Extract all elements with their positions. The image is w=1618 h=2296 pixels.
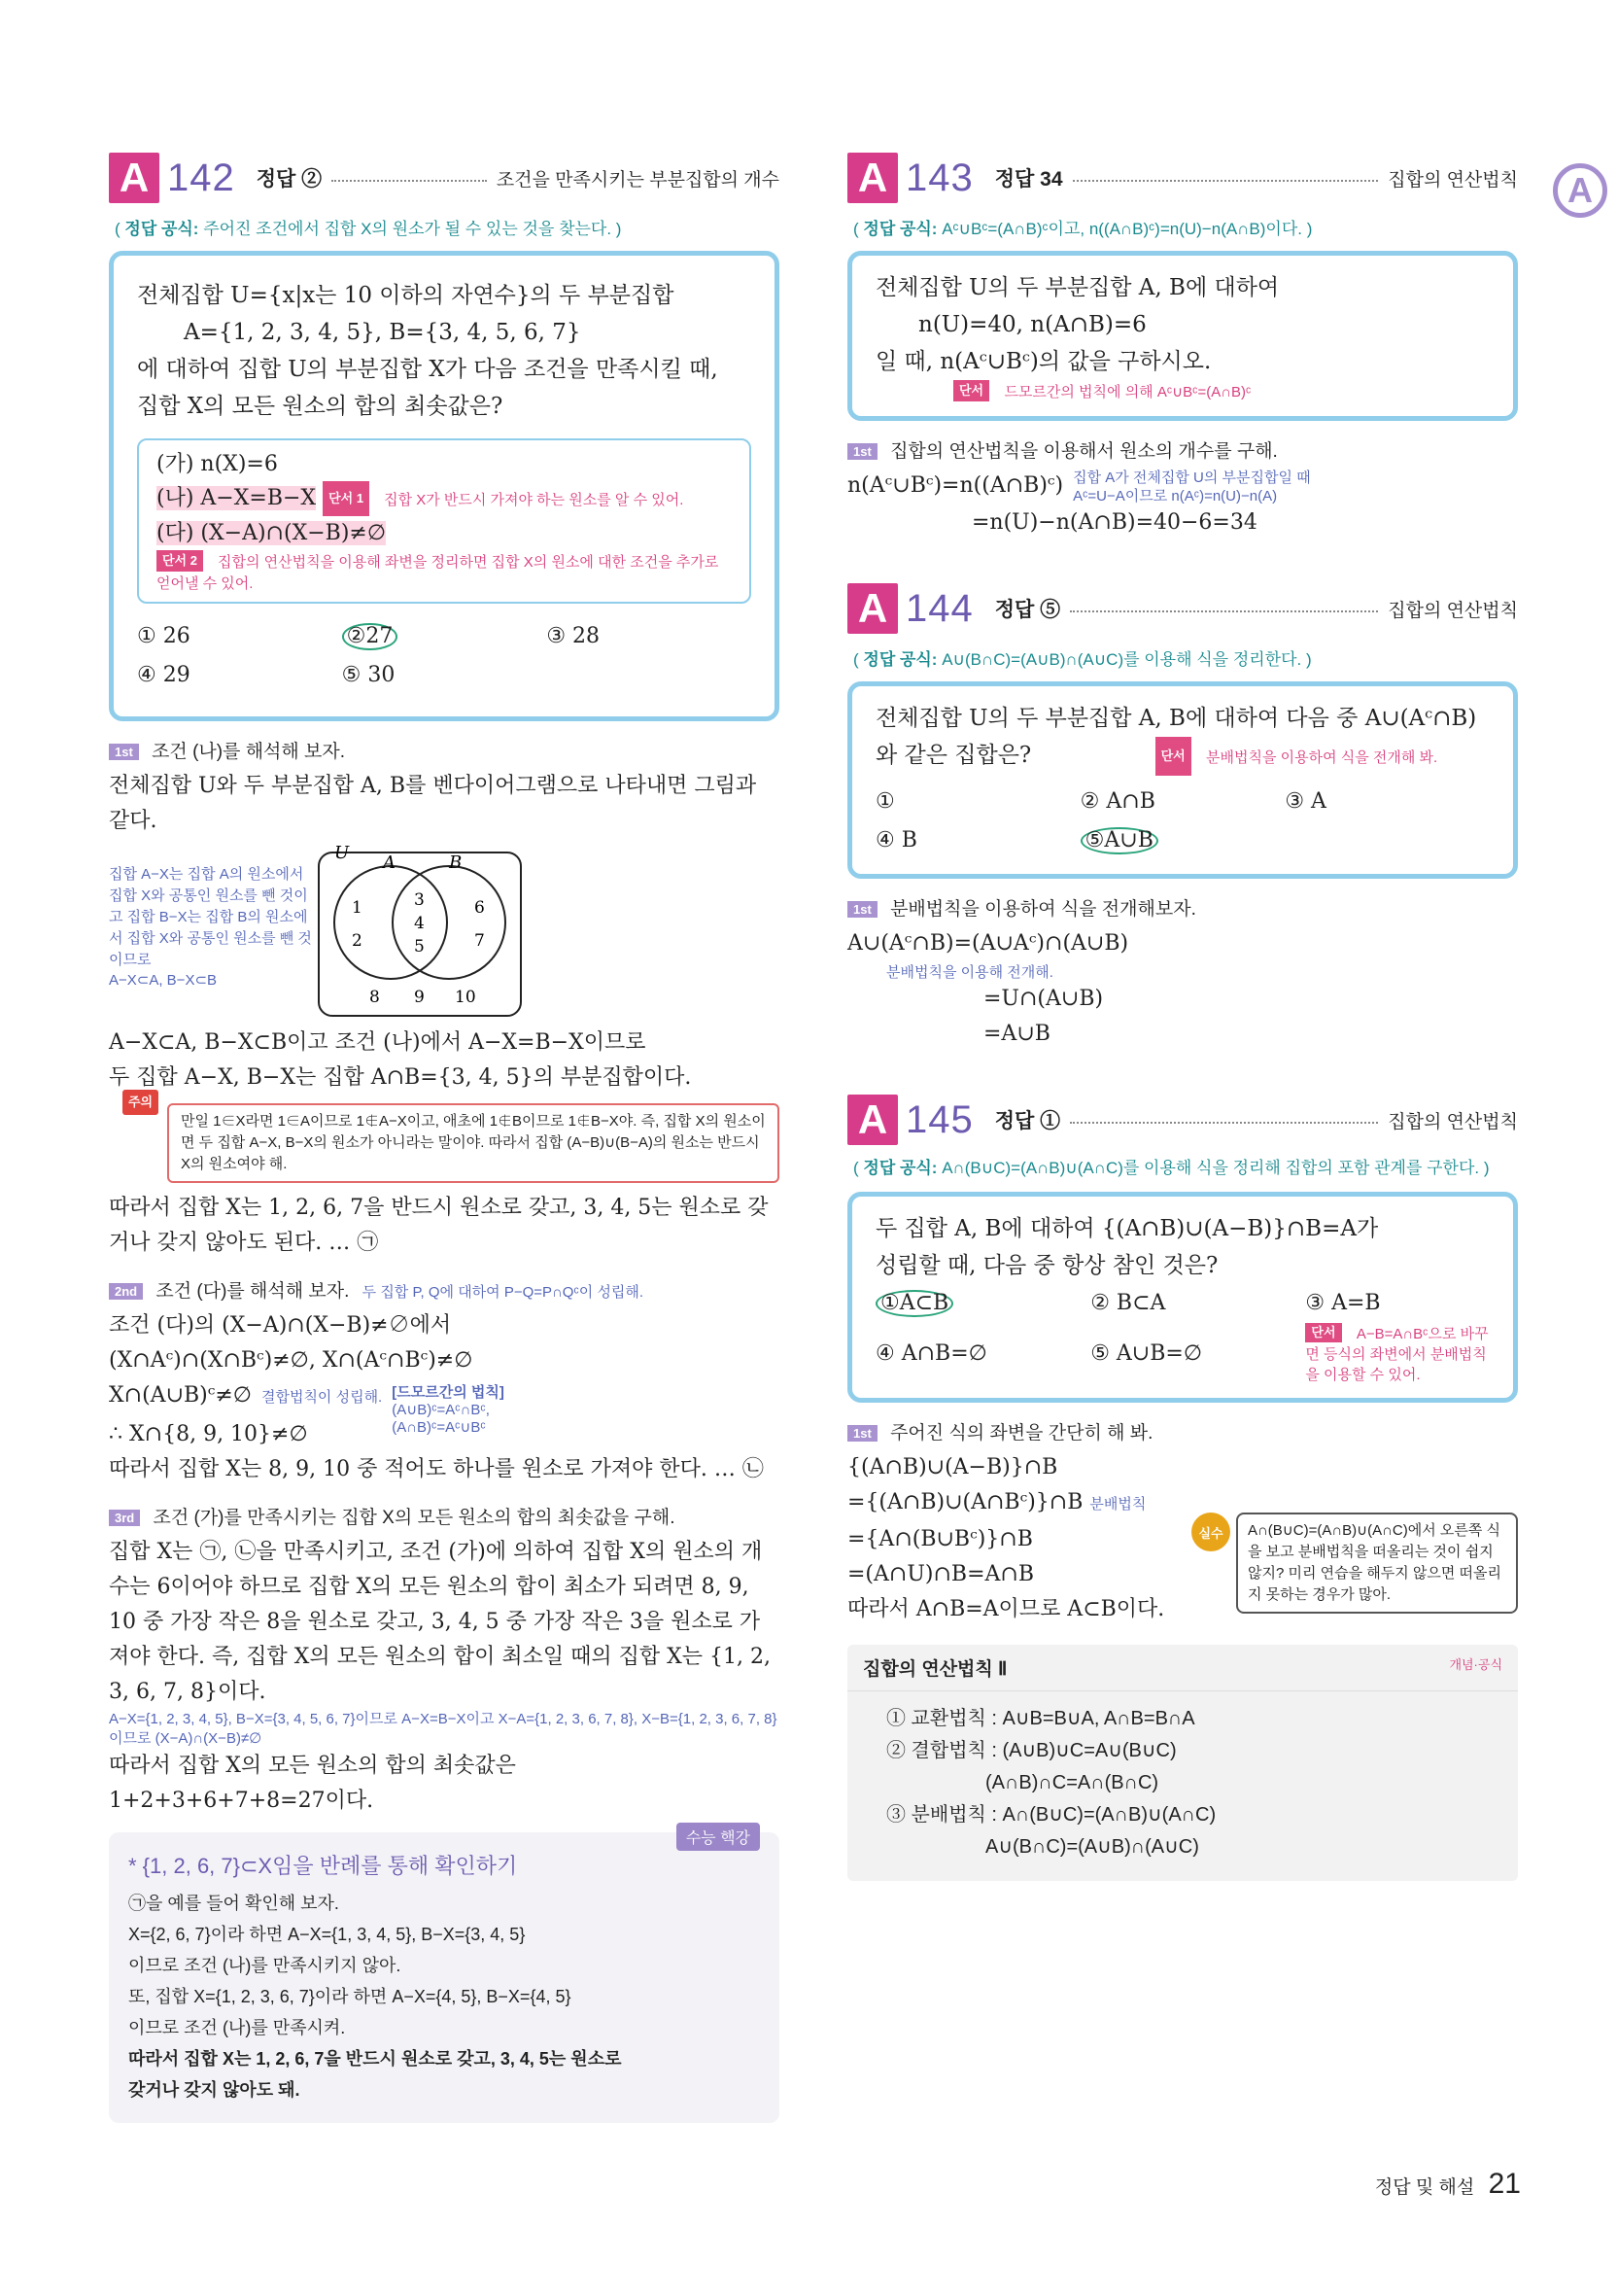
formula-key: 정답 공식: xyxy=(863,650,938,669)
check-note: A−X={1, 2, 3, 4, 5}, B−X={3, 4, 5, 6, 7}이므로 A−X=B−X이고 X−A={1, 2, 3, 6, 7, 8}, X−B={1, 2, 3, 6, 7, 8}이므로 (X−A)∩(X−B)≠∅ xyxy=(109,1711,777,1747)
choice-5: ⑤ 30 xyxy=(341,663,396,687)
derivation-line: 조건 (다)의 (X−A)∩(X−B)≠∅에서 xyxy=(109,1313,452,1338)
suneung-box xyxy=(109,1832,779,2123)
formula-key: 정답 공식: xyxy=(124,220,199,238)
answer: 정답 ① xyxy=(994,1110,1061,1132)
step-title: 조건 (가)를 만족시키는 집합 X의 모든 원소의 합의 최솟값을 구해. xyxy=(153,1508,675,1528)
suneung-line: X={2, 6, 7}이라 하면 A−X={1, 3, 4, 5}, B−X={3, 4, 5} xyxy=(128,1925,526,1944)
solution-line: =(A∩U)∩B=A∩B xyxy=(847,1562,1034,1586)
question-box xyxy=(847,251,1518,421)
choice-5: ⑤ A∪B=∅ xyxy=(1090,1340,1202,1366)
formula-key: 정답 공식: xyxy=(863,1159,938,1177)
final-answer: 1+2+3+6+7+8=27이다. xyxy=(109,1789,374,1813)
reasoning-line: 두 집합 A−X, B−X는 집합 A∩B={3, 4, 5}의 부분집합이다. xyxy=(109,1065,692,1090)
solution-line: =U∩(A∪B) xyxy=(983,987,1104,1011)
question-line: 성립할 때, 다음 중 항상 참인 것은? xyxy=(876,1253,1219,1278)
venn-element: 1 xyxy=(352,898,362,918)
venn-element: 10 xyxy=(455,988,476,1007)
solution-line: n(Aᶜ∪Bᶜ)=n((A∩B)ᶜ) xyxy=(847,473,1064,498)
selected-choice: ①A⊂B xyxy=(876,1290,953,1317)
warning-badge: 주의 xyxy=(122,1090,158,1115)
solution-line: ={A∩(B∪Bᶜ)}∩B xyxy=(847,1527,1033,1551)
venn-label-u: U xyxy=(334,845,350,863)
problem-143-header xyxy=(847,151,1518,205)
question-line: 에 대하여 집합 U의 부분집합 X가 다음 조건을 만족시킬 때, xyxy=(137,357,718,382)
choice-3: ③ A=B xyxy=(1305,1291,1381,1315)
solution-lines xyxy=(847,1450,1191,1627)
solution-block xyxy=(847,1450,1518,1627)
step-tag: 1st xyxy=(847,1425,878,1442)
right-column xyxy=(847,151,1518,1881)
formula-text: A∩(B∪C)=(A∩B)∪(A∩C)를 이용해 식을 정리해 집합의 포함 관계를 구한다. xyxy=(942,1159,1480,1177)
venn-area xyxy=(109,845,779,1020)
level-badge: A xyxy=(847,583,898,634)
demorgan-title: [드모르간의 법칙] xyxy=(392,1384,504,1401)
choice-3: ③ 28 xyxy=(546,624,601,648)
question-text: 전체집합 U의 두 부분집합 A, B에 대하여 다음 중 A∪(Aᶜ∩B) xyxy=(876,706,1477,731)
dotted-leader xyxy=(1070,610,1378,612)
choice-1: ① xyxy=(876,789,895,814)
answer-choices xyxy=(876,783,1490,860)
derivation-line: X∩(A∪B)ᶜ≠∅ xyxy=(109,1383,252,1408)
solution-line xyxy=(847,1485,1191,1522)
suneung-line: 따라서 집합 X는 1, 2, 6, 7을 반드시 원소로 갖고, 3, 4, 5는 원소로 xyxy=(128,2049,622,2069)
venn-element: 3 xyxy=(414,890,425,910)
suneung-tag: 수능 핵강 xyxy=(676,1823,760,1851)
suneung-line: 이므로 조건 (나)를 만족시키지 않아. xyxy=(128,1956,401,1975)
condition-text: (나) A−X=B−X xyxy=(156,486,317,510)
step-title: 분배법칙을 이용하여 식을 전개해보자. xyxy=(890,899,1196,920)
left-column xyxy=(109,151,779,2123)
condition-text: (다) (X−A)∩(X−B)≠∅ xyxy=(156,521,387,545)
solution-line: A∪(Aᶜ∩B)=(A∪Aᶜ)∩(A∪B) xyxy=(847,931,1129,956)
answer: 정답 ⑤ xyxy=(994,599,1061,621)
footer-label: 정답 및 해설 xyxy=(1374,2177,1475,2198)
warning-text: 만일 1∈X라면 1∈A이므로 1∉A−X이고, 애초에 1∉B이므로 1∉B−X야. 즉, 집합 X의 원소이면 두 집합 A−X, B−X의 원소가 아니라는 말이야. 따라서 집합 (A−B)∪(B−A)의 원소는 반드시 X의 원소여야 해. xyxy=(181,1113,766,1172)
step-3 xyxy=(109,1503,779,1529)
reasoning-line: 따라서 집합 X는 1, 2, 6, 7을 반드시 원소로 갖고, 3, 4, 5는 원소로 갖거나 갖지 않아도 된다. … ㉠ xyxy=(109,1196,769,1255)
step-1 xyxy=(847,1418,1518,1444)
note-line: 집합 A가 전체집합 U의 부분집합일 때 xyxy=(1073,470,1311,486)
concept-row: ② 결합법칙 : (A∪B)∪C=A∪(B∪C) xyxy=(886,1740,1177,1761)
problem-142-header xyxy=(109,151,779,205)
choice-1: ① 26 xyxy=(137,624,190,648)
dotted-leader xyxy=(1070,1122,1378,1124)
suneung-body xyxy=(128,1888,760,2105)
venn-element: 6 xyxy=(474,898,485,918)
question-line: 전체집합 U의 두 부분집합 A, B에 대하여 xyxy=(876,275,1280,300)
answer: 정답 ② xyxy=(256,168,323,191)
question-box xyxy=(109,251,779,721)
step-tag: 1st xyxy=(109,744,139,760)
venn-diagram xyxy=(313,845,527,1020)
selected-choice: ⑤A∪B xyxy=(1081,827,1158,854)
topic: 집합의 연산법칙 xyxy=(1388,1111,1518,1132)
step-1 xyxy=(847,894,1518,921)
step-body: 전체집합 U와 두 부분집합 A, B를 벤다이어그램으로 나타내면 그림과 같다. xyxy=(109,774,757,833)
venn-note: 집합 A−X는 집합 A의 원소에서 집합 X와 공통인 원소를 뺀 것이고 집합 B−X는 집합 B의 원소에서 집합 X와 공통인 원소를 뺀 것이므로 xyxy=(109,866,312,968)
venn-note-block xyxy=(109,845,313,989)
venn-element: 7 xyxy=(474,931,485,951)
suneung-line: 또, 집합 X={1, 2, 3, 6, 7}이라 하면 A−X={4, 5}, B−X={4, 5} xyxy=(128,1987,571,2006)
concept-row: ① 교환법칙 : A∪B=B∪A, A∩B=B∩A xyxy=(886,1708,1195,1729)
hint-tag: 단서 xyxy=(1305,1323,1341,1342)
step-body: 따라서 집합 X의 모든 원소의 합의 최솟값은 xyxy=(109,1754,516,1778)
concept-box xyxy=(847,1645,1518,1881)
step-tag: 3rd xyxy=(109,1510,140,1526)
note-line: Aᶜ=U−A이므로 n(Aᶜ)=n(U)−n(A) xyxy=(1073,488,1278,504)
answer-choices xyxy=(137,617,751,695)
step-title: 조건 (다)를 해석해 보자. xyxy=(155,1281,350,1302)
page-footer xyxy=(1375,2168,1521,2201)
section-marker: A xyxy=(1553,163,1607,218)
suneung-line: 갖거나 갖지 않아도 돼. xyxy=(128,2080,300,2100)
suneung-line: ㉠을 예를 들어 확인해 보자. xyxy=(128,1894,339,1913)
derivation-line: ∴ X∩{8, 9, 10}≠∅ xyxy=(109,1422,308,1446)
hint-tag: 단서 xyxy=(1155,737,1191,776)
hint-note: 집합 X가 반드시 가져야 하는 원소를 알 수 있어. xyxy=(384,492,684,508)
answer-formula: ( 정답 공식: 주어진 조건에서 집합 X의 원소가 될 수 있는 것을 찾는다. ) xyxy=(115,220,622,238)
question-line: 집합 X의 모든 원소의 합의 최솟값은? xyxy=(137,394,503,419)
problem-144-header xyxy=(847,581,1518,636)
question-line xyxy=(876,737,1490,777)
tip-area xyxy=(1191,1513,1518,1627)
venn-element: 9 xyxy=(414,988,425,1007)
problem-number: 145 xyxy=(906,1097,974,1141)
formula-text: Aᶜ∪Bᶜ=(A∩B)ᶜ이고, n((A∩B)ᶜ)=n(U)−n(A∩B)이다. xyxy=(942,220,1302,238)
choice-3-area xyxy=(1305,1284,1490,1384)
suneung-title: * {1, 2, 6, 7}⊂X임을 반례를 통해 확인하기 xyxy=(128,1854,518,1878)
venn-element: 2 xyxy=(352,931,362,951)
step-tag: 2nd xyxy=(109,1283,143,1300)
solution-line: {(A∩B)∪(A−B)}∩B xyxy=(847,1455,1058,1479)
answer-formula: ( 정답 공식: A∪(B∩C)=(A∪B)∩(A∪C)를 이용해 식을 정리한다. ) xyxy=(853,650,1312,669)
answer-formula: ( 정답 공식: Aᶜ∪Bᶜ=(A∩B)ᶜ이고, n((A∩B)ᶜ)=n(U)−n(A∩B)이다. ) xyxy=(853,220,1313,238)
problem-number: 143 xyxy=(906,156,974,199)
set-b-circle xyxy=(393,866,505,979)
tip-box: A∩(B∪C)=(A∩B)∪(A∩C)에서 오른쪽 식을 보고 분배법칙을 떠올리는 것이 쉽지 않지? 미리 연습을 해두지 않으면 떠올리지 못하는 경우가 많아. xyxy=(1236,1513,1518,1614)
step-title: 집합의 연산법칙을 이용해서 원소의 개수를 구해. xyxy=(890,441,1278,462)
concept-row: ③ 분배법칙 : A∩(B∪C)=(A∩B)∪(A∩C) xyxy=(886,1804,1217,1826)
level-badge: A xyxy=(847,153,898,203)
concept-header xyxy=(847,1645,1518,1691)
venn-element: 4 xyxy=(414,914,425,933)
problem-145-header xyxy=(847,1093,1518,1147)
question-box xyxy=(847,681,1518,879)
step-title: 주어진 식의 좌변을 간단히 해 봐. xyxy=(890,1423,1153,1444)
answer-formula: ( 정답 공식: A∩(B∪C)=(A∩B)∪(A∩C)를 이용해 식을 정리해 집합의 포함 관계를 구한다. ) xyxy=(853,1159,1490,1177)
derivation-line: 따라서 집합 X는 8, 9, 10 중 적어도 하나를 원소로 가져야 한다. … ㉡ xyxy=(109,1457,764,1481)
question-line: n(U)=40, n(A∩B)=6 xyxy=(918,312,1147,337)
step-title: 조건 (나)를 해석해 보자. xyxy=(152,742,346,762)
choice-4: ④ 29 xyxy=(137,663,190,687)
concept-kind: 개념·공식 xyxy=(1449,1657,1502,1672)
hint-note: 분배법칙을 이용하여 식을 전개해 봐. xyxy=(1206,749,1438,766)
demorgan-rule: (A∩B)ᶜ=Aᶜ∪Bᶜ xyxy=(392,1419,486,1436)
derivation-line: (X∩Aᶜ)∩(X∩Bᶜ)≠∅, X∩(Aᶜ∩Bᶜ)≠∅ xyxy=(109,1348,473,1373)
topic: 집합의 연산법칙 xyxy=(1388,169,1518,191)
question-line: 전체집합 U={x|x는 10 이하의 자연수}의 두 부분집합 xyxy=(137,283,674,308)
page-number: 21 xyxy=(1488,2168,1521,2200)
question-line: A={1, 2, 3, 4, 5}, B={3, 4, 5, 6, 7} xyxy=(184,320,581,345)
concept-row: (A∩B)∩C=A∩(B∩C) xyxy=(985,1772,1159,1793)
formula-text: A∪(B∩C)=(A∪B)∩(A∪C)를 이용해 식을 정리한다. xyxy=(942,650,1302,669)
answer: 정답 34 xyxy=(994,168,1063,191)
topic: 조건을 만족시키는 부분집합의 개수 xyxy=(496,169,779,191)
solution-text: ={(A∩B)∪(A∩Bᶜ)}∩B xyxy=(847,1490,1084,1514)
hint-tag: 단서 2 xyxy=(156,550,203,572)
step-2 xyxy=(109,1276,779,1303)
step-note: 두 집합 P, Q에 대하여 P−Q=P∩Qᶜ이 성립해. xyxy=(361,1284,644,1301)
solution-line: =n(U)−n(A∩B)=40−6=34 xyxy=(972,510,1257,535)
question-line xyxy=(876,700,1490,737)
condition-ga: (가) n(X)=6 xyxy=(156,452,278,476)
selected-choice: ②27 xyxy=(342,623,398,650)
concept-rows xyxy=(847,1691,1518,1863)
formula-text: 주어진 조건에서 집합 X의 원소가 될 수 있는 것을 찾는다. xyxy=(203,220,612,238)
problem-number: 142 xyxy=(167,156,235,199)
choice-2 xyxy=(342,617,547,656)
question-hint xyxy=(1305,1323,1490,1384)
set-a-circle xyxy=(334,866,447,979)
step-1 xyxy=(109,737,779,763)
topic: 집합의 연산법칙 xyxy=(1388,600,1518,621)
question-text: 와 같은 집합은? xyxy=(876,743,1032,768)
dotted-leader xyxy=(331,180,487,182)
hint-note: A−B=A∩Bᶜ으로 바꾸면 등식의 좌변에서 분배법칙을 이용할 수 있어. xyxy=(1305,1326,1489,1383)
question-box xyxy=(847,1192,1518,1403)
hint-note: 집합의 연산법칙을 이용해 좌변을 정리하면 집합 X의 원소에 대한 조건을 추가로 얻어낼 수 있어. xyxy=(156,554,719,592)
condition-da xyxy=(156,517,732,550)
condition-hint xyxy=(156,550,732,594)
solution-line: =A∪B xyxy=(983,1022,1050,1046)
concept-title: 집합의 연산법칙 Ⅱ xyxy=(863,1659,1008,1680)
formula-key: 정답 공식: xyxy=(863,220,938,238)
demorgan-note xyxy=(392,1384,504,1437)
concept-row: A∪(B∩C)=(A∪B)∩(A∪C) xyxy=(985,1836,1199,1858)
reasoning-line: A−X⊂A, B−X⊂B이고 조건 (나)에서 A−X=B−X이므로 xyxy=(109,1030,646,1055)
venn-label-a: A xyxy=(383,852,396,873)
choice-3: ③ A xyxy=(1285,789,1326,814)
question-line: 두 집합 A, B에 대하여 {(A∩B)∪(A−B)}∩B=A가 xyxy=(876,1216,1379,1241)
choice-2: ② B⊂A xyxy=(1090,1291,1166,1315)
choice-4: ④ A∩B=∅ xyxy=(876,1340,987,1366)
step-tag: 1st xyxy=(847,443,878,460)
level-badge: A xyxy=(847,1095,898,1145)
step-body: 집합 X는 ㉠, ㉡을 만족시키고, 조건 (가)에 의하여 집합 X의 원소의 개수는 6이어야 하므로 집합 X의 모든 원소의 합이 최소가 되려면 8, 9, 10 중 가장 작은 8을 원소로 갖고, 3, 4, 5 중 가장 작은 3을 원소로 가져야 한다. 즉, 집합 X의 모든 원소의 합이 최소일 때의 집합 X는 {1, 2, 3, 6, 7, 8}이다. xyxy=(109,1540,771,1704)
venn-element: 8 xyxy=(369,988,380,1007)
problem-number: 144 xyxy=(906,586,974,630)
answer-choices xyxy=(876,1284,1305,1384)
hint-note: 드모르간의 법칙에 의해 Aᶜ∪Bᶜ=(A∩B)ᶜ xyxy=(1004,384,1252,400)
step-1 xyxy=(847,436,1518,463)
condition-box xyxy=(137,438,751,604)
solution-note xyxy=(1073,469,1311,505)
question-hint xyxy=(876,380,1490,402)
solution-note: 분배법칙을 이용해 전개해. xyxy=(886,964,1053,981)
derivation-note: 결합법칙이 성립해. xyxy=(260,1389,383,1406)
solution-line: 따라서 A∩B=A이므로 A⊂B이다. xyxy=(847,1597,1165,1621)
solution-note: 분배법칙 xyxy=(1089,1496,1147,1513)
venn-label-b: B xyxy=(449,852,463,873)
venn-note-result: A−X⊂A, B−X⊂B xyxy=(109,972,218,989)
choices-row xyxy=(876,1284,1490,1384)
mistake-badge: 실수 xyxy=(1191,1513,1230,1551)
choice-4: ④ B xyxy=(876,828,917,852)
venn-element: 5 xyxy=(414,937,425,957)
choice-2: ② A∩B xyxy=(1080,789,1155,814)
demorgan-rule: (A∪B)ᶜ=Aᶜ∩Bᶜ, xyxy=(392,1402,490,1418)
question-line: 일 때, n(Aᶜ∪Bᶜ)의 값을 구하시오. xyxy=(876,349,1212,374)
dotted-leader xyxy=(1073,180,1379,182)
choice-1 xyxy=(876,1284,1090,1335)
choice-5 xyxy=(1081,821,1286,860)
warning-box xyxy=(128,1095,779,1183)
step-tag: 1st xyxy=(847,901,878,918)
solution-row xyxy=(847,469,1518,505)
level-badge: A xyxy=(109,153,159,203)
condition-na xyxy=(156,481,732,517)
hint-tag: 단서 1 xyxy=(323,481,369,516)
hint-tag: 단서 xyxy=(953,380,989,401)
suneung-line: 이므로 조건 (나)를 만족시켜. xyxy=(128,2018,346,2037)
